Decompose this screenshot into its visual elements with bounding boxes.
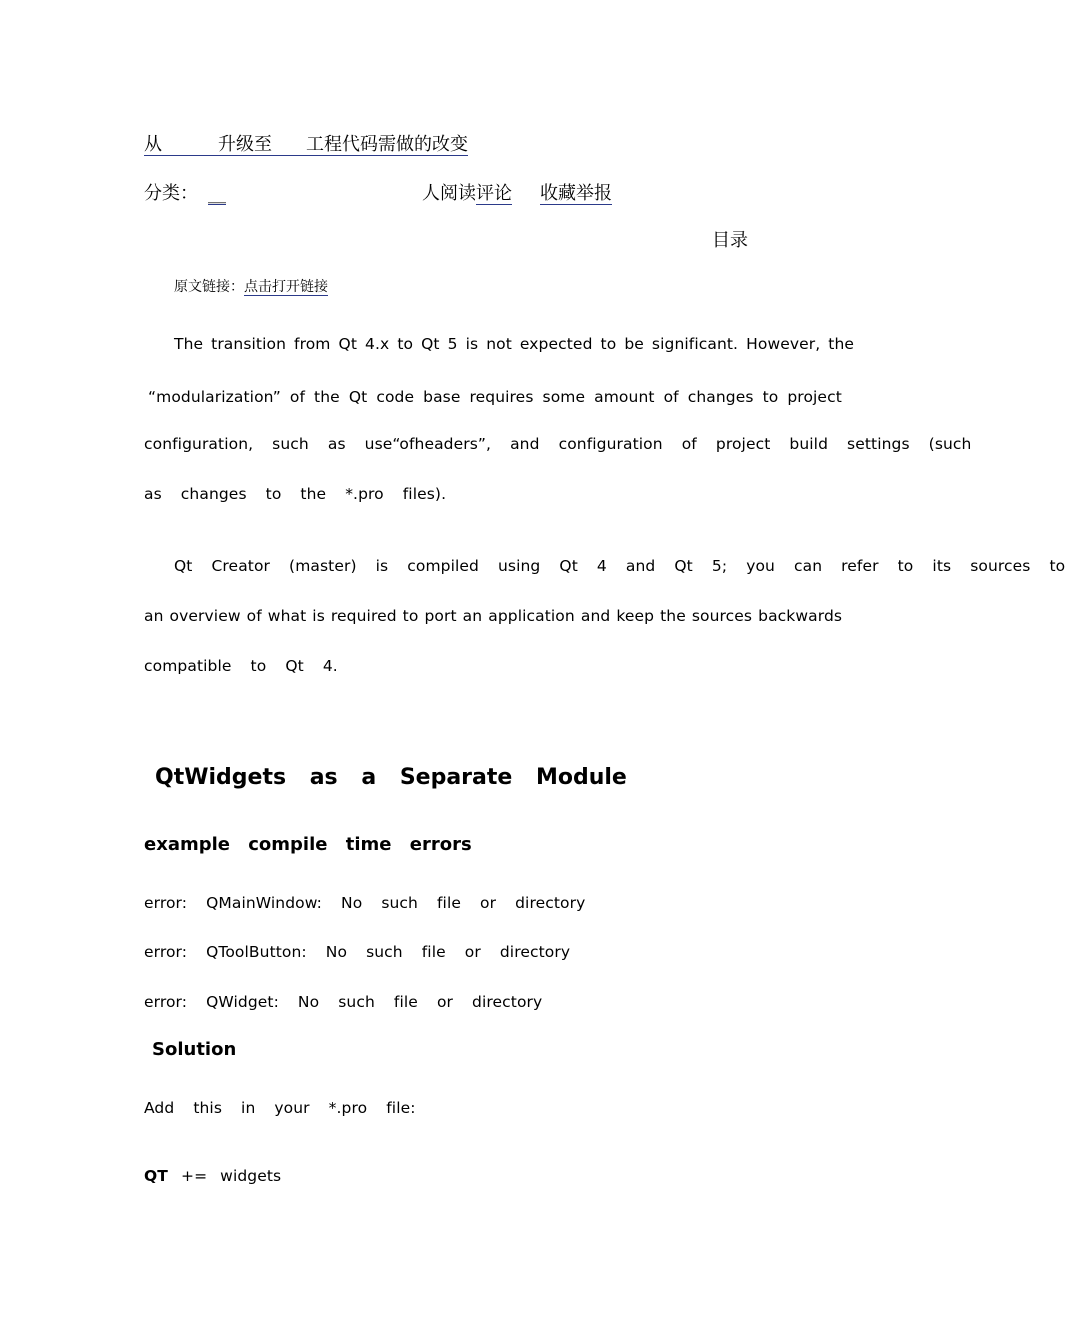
intro-p2-line-1: Qt Creator (master) is compiled using Qt 4 and Qt 5; you can refer to its sources to	[174, 557, 1065, 575]
category-link[interactable]: __	[208, 183, 226, 204]
category-label: 分类：	[144, 183, 198, 204]
category-row	[144, 179, 226, 205]
intro-p1-line-3: configuration, such as use“ofheaders”, and configuration of project build settings (such	[144, 435, 972, 453]
code-rest: += widgets	[167, 1167, 282, 1185]
code-line	[144, 1167, 281, 1185]
source-label: 原文链接：	[174, 279, 244, 295]
toc-label[interactable]: 目录	[712, 230, 748, 251]
section-subheading: example compile time errors	[144, 834, 472, 855]
title-part-1: 从	[144, 134, 162, 155]
comment-link[interactable]: 评论	[476, 183, 512, 204]
title-part-3: 工程代码需做的改变	[306, 134, 468, 155]
bookmark-report-link[interactable]: 收藏举报	[540, 183, 612, 204]
page-title[interactable]	[144, 130, 468, 156]
error-line-3: error: QWidget: No such file or directory	[144, 993, 543, 1011]
section-heading: QtWidgets as a Separate Module	[155, 765, 627, 790]
solution-text: Add this in your *.pro file:	[144, 1099, 416, 1117]
article-meta	[422, 179, 612, 205]
title-link[interactable]	[144, 134, 468, 156]
intro-p1-line-1: The transition from Qt 4.x to Qt 5 is not expected to be significant. However, the	[174, 335, 855, 353]
error-line-1: error: QMainWindow: No such file or directory	[144, 894, 586, 912]
error-line-2: error: QToolButton: No such file or directory	[144, 943, 571, 961]
code-keyword: QT	[144, 1167, 168, 1185]
intro-p2-line-3: compatible to Qt 4.	[144, 657, 338, 675]
source-row	[174, 276, 328, 296]
title-part-2: 升级至	[218, 134, 272, 155]
source-link[interactable]: 点击打开链接	[244, 279, 328, 295]
intro-p1-line-2: “modularization” of the Qt code base requires some amount of changes to project	[148, 388, 842, 406]
intro-p1-line-4: as changes to the *.pro files).	[144, 485, 447, 503]
solution-heading: Solution	[152, 1039, 237, 1060]
reads-text: 人阅读	[422, 183, 476, 204]
intro-p2-line-2: an overview of what is required to port an application and keep the sources backwards	[144, 607, 843, 625]
